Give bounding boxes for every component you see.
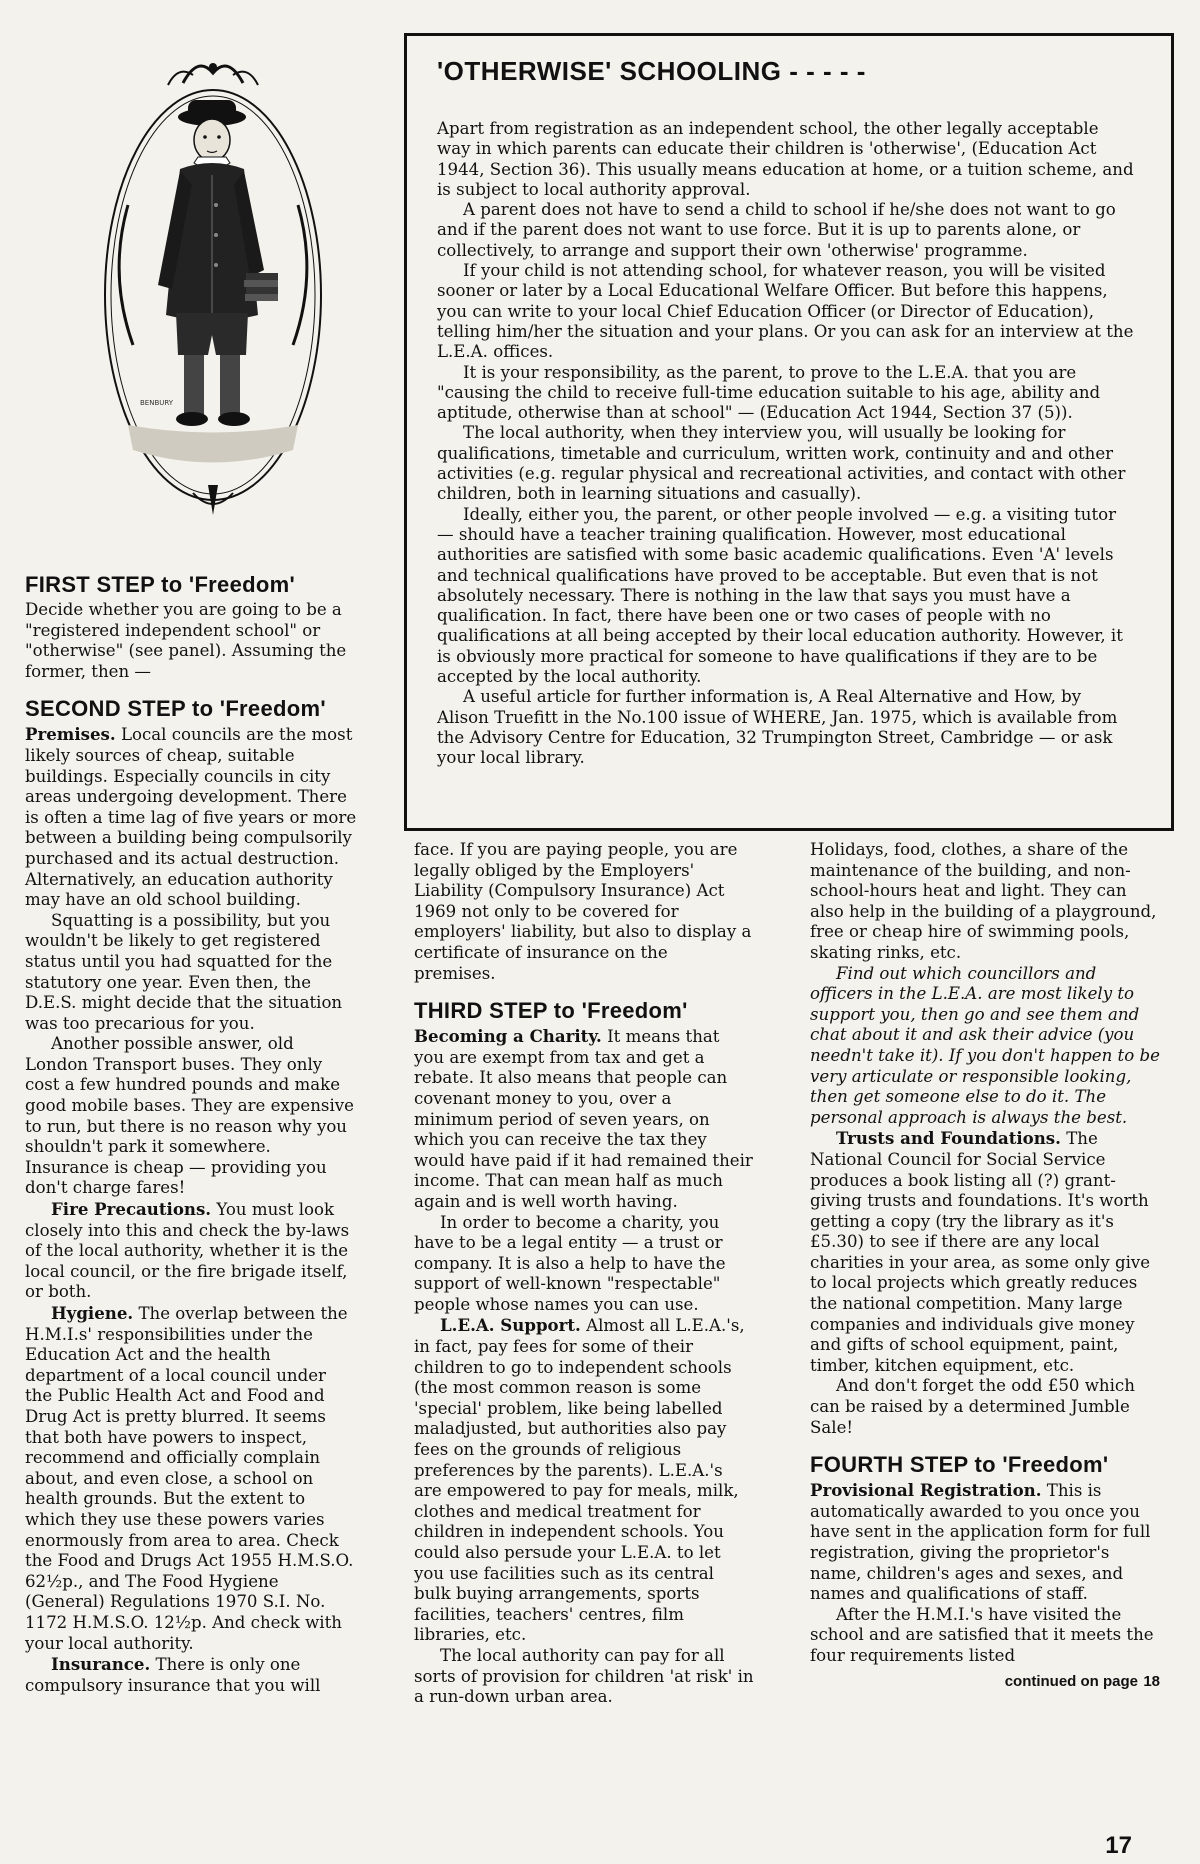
column-3 bbox=[810, 840, 1160, 1692]
fire-paragraph bbox=[25, 1199, 357, 1303]
provisional-paragraph bbox=[810, 1480, 1160, 1605]
squatting-paragraph: Squatting is a possibility, but you wouldn't be likely to get registered status until you had squatted for the statutory one year. Even then, the D.E.S. might decide that the situation was too precarious for you. bbox=[25, 910, 343, 1033]
panel-paragraph: The local authority, when they interview you, will usually be looking for qualifications, timetable and curriculum, written work, continuity and and other activities (e.g. regular physical and recreational activities, and contact with other children, both in learning situations and casually). bbox=[437, 423, 1126, 504]
trusts-text: The National Council for Social Service produces a book listing all (?) grant-giving trusts and foundations. It's worth getting a copy (try the library as it's £5.30) to see if there are any local charities in your area, as some only give to local projects which greatly reduces the national competition. Many large companies and individuals give money and gifts of school equipment, paint, timber, kitchen equipment, etc. bbox=[810, 1129, 1151, 1375]
fourth-step-heading: FOURTH STEP to 'Freedom' bbox=[810, 1452, 1109, 1478]
hygiene-paragraph bbox=[25, 1303, 357, 1654]
continued-label: continued on page bbox=[1004, 1672, 1139, 1690]
panel-title: 'OTHERWISE' SCHOOLING - - - - - bbox=[437, 56, 866, 86]
advice-paragraph bbox=[810, 964, 1160, 1129]
continued-note bbox=[810, 1671, 1160, 1693]
entity-paragraph: In order to become a charity, you have to be a legal entity — a trust or company. It is also a help to have the support of well-known "respectable" people whose names you can use. bbox=[414, 1212, 726, 1314]
buses-paragraph: Another possible answer, old London Transport buses. They only cost a few hundred pounds and make good mobile bases. They are expensive to run, but there is no reason why you shouldn't park it somewhere. Insurance is cheap — providing you don't charge fares! bbox=[25, 1034, 354, 1198]
page-number: 17 bbox=[1105, 1832, 1132, 1859]
hygiene-lead: Hygiene. bbox=[51, 1303, 134, 1323]
column-1 bbox=[25, 572, 357, 1696]
panel-paragraph: A useful article for further information is, A Real Alternative and How, by Alison Truefitt in the No.100 issue of WHERE, Jan. 1975, which is available from the Advisory Centre for Education, 32 Trumpington Street, Cambridge — or ask your local library. bbox=[437, 687, 1118, 768]
advice-text: Find out which councillors and officers in the L.E.A. are most likely to support you, then go and see them and chat about it and ask their advice (you needn't take it). If you don't happen to be very articulate or responsible looking, then get someone else to do it. The personal approach is always the best. bbox=[810, 963, 1160, 1127]
continued-page: 18 bbox=[1143, 1672, 1160, 1690]
insurance-paragraph bbox=[25, 1654, 357, 1696]
trusts-lead: Trusts and Foundations. bbox=[836, 1128, 1061, 1149]
third-step-heading: THIRD STEP to 'Freedom' bbox=[414, 998, 688, 1024]
trusts-paragraph bbox=[810, 1128, 1160, 1376]
jumble-paragraph: And don't forget the odd £50 which can be raised by a determined Jumble Sale! bbox=[810, 1376, 1135, 1437]
premises-paragraph bbox=[25, 724, 357, 910]
panel-paragraph: A parent does not have to send a child to school if he/she does not want to go and if the parent does not want to use force. But it is up to parents alone, or collectively, to arrange and support their own 'otherwise' programme. bbox=[437, 200, 1116, 260]
premises-lead: Premises. bbox=[25, 724, 116, 745]
insurance-lead: Insurance. bbox=[51, 1654, 151, 1675]
provisional-lead: Provisional Registration. bbox=[810, 1480, 1042, 1501]
lea-text: Almost all L.E.A.'s, in fact, pay fees for some of their children to go to independent schools (the most common reason is some 'special' problem, like being labelled maladjusted, but authorities also pay fees on the grounds of religious preferences by the parents). L.E.A.'s are empowered to pay for meals, milk, clothes and medical treatment for children in independent schools. You could also persude your L.E.A. to let you use facilities such as its central bulk buying arrangements, sports facilities, teachers' centres, film libraries, etc. bbox=[414, 1316, 745, 1645]
column-2 bbox=[414, 840, 754, 1708]
lea-paragraph bbox=[414, 1315, 754, 1646]
premises-text: Local councils are the most likely sources of cheap, suitable buildings. Especially councils in city areas undergoing development. There is often a time lag of five years or more between a building being compulsorily purchased and its actual destruction. Alternatively, an education authority may have an old school building. bbox=[25, 725, 357, 910]
first-step-heading: FIRST STEP to 'Freedom' bbox=[25, 572, 295, 597]
insurance-continued: face. If you are paying people, you are legally obliged by the Employers' Liability (Compulsory Insurance) Act 1969 not only to be covered for employers' liability, but also to display a certificate of insurance on the premises. bbox=[414, 840, 752, 983]
charity-text: It means that you are exempt from tax and get a rebate. It also means that people can covenant money to you, over a minimum period of seven years, on which you can receive the tax they would have paid if it had remained their income. That can mean half as much again and is well worth having. bbox=[414, 1027, 753, 1211]
panel-body bbox=[437, 119, 1137, 769]
panel-paragraph: Apart from registration as an independent school, the other legally acceptable way in which parents can educate their children is 'otherwise', (Education Act 1944, Section 36). This usually means education at home, or a tuition scheme, and is subject to local authority approval. bbox=[437, 119, 1134, 199]
panel-paragraph: It is your responsibility, as the parent, to prove to the L.E.A. that you are "causing the child to receive full-time education suitable to his age, ability and aptitude, otherwise than at school" — (Education Act 1944, Section 37 (5)). bbox=[437, 362, 1101, 423]
provisional-text: This is automatically awarded to you once you have sent in the application form for full registration, giving the proprietor's name, children's ages and sexes, and names and qualifications of staff. bbox=[810, 1481, 1151, 1604]
after-paragraph: After the H.M.I.'s have visited the school and are satisfied that it meets the four requirements listed bbox=[810, 1604, 1154, 1665]
charity-paragraph bbox=[414, 1026, 754, 1212]
charity-lead: Becoming a Charity. bbox=[414, 1026, 602, 1047]
otherwise-schooling-panel bbox=[404, 33, 1174, 831]
insurance-text: There is only one compulsory insurance that you will bbox=[25, 1655, 321, 1695]
fire-lead: Fire Precautions. bbox=[51, 1199, 212, 1220]
boy-illustration bbox=[88, 45, 338, 545]
holidays-paragraph: Holidays, food, clothes, a share of the maintenance of the building, and non-school-hours heat and light. They can also help in the building of a playground, free or cheap hire of swimming pools, skating rinks, etc. bbox=[810, 840, 1157, 962]
first-step-text: Decide whether you are going to be a "registered independent school" or "otherwise" (see panel). Assuming the former, then — bbox=[25, 600, 347, 681]
second-step-heading: SECOND STEP to 'Freedom' bbox=[25, 696, 326, 722]
fire-text: You must look closely into this and check the by-laws of the local authority, whether it is the local council, or the fire brigade itself, or both. bbox=[25, 1200, 350, 1302]
panel-paragraph: Ideally, either you, the parent, or other people involved — e.g. a visiting tutor — should have a teacher training qualification. However, most educational authorities are satisfied with some basic academic qualifications. Even 'A' levels and technical qualifications have proved to be acceptable. But even that is not absolutely necessary. There is nothing in the law that says you must have a qualification. In fact, there have been one or two cases of people with no qualifications at all being accepted by their local education authority. However, it is obviously more practical for someone to have qualifications if they are to be accepted by the local authority. bbox=[437, 504, 1123, 687]
risk-paragraph: The local authority can pay for all sorts of provision for children 'at risk' in a run-down urban area. bbox=[414, 1645, 754, 1707]
illustration-caption: BENBURY bbox=[140, 399, 174, 407]
lea-lead: L.E.A. Support. bbox=[440, 1315, 581, 1336]
panel-paragraph: If your child is not attending school, for whatever reason, you will be visited sooner or later by a Local Educational Welfare Officer. But before this happens, you can write to your local Chief Education Officer (or Director of Education), telling him/her the situation and your plans. Or you can ask for an interview at the L.E.A. offices. bbox=[437, 261, 1134, 362]
hygiene-text: The overlap between the H.M.I.s' responsibilities under the Education Act and the health department of a local council under the Public Health Act and Food and Drug Act is pretty blurred. It seems that both have powers to inspect, recommend and officially complain about, and even close, a school on health grounds. But the extent to which they use these powers varies enormously from area to area. Check the Food and Drugs Act 1955 H.M.S.O. 62½p., and The Food Hygiene (General) Regulations 1970 S.I. No. 1172 H.M.S.O. 12½p. And check with your local authority. bbox=[25, 1304, 354, 1653]
